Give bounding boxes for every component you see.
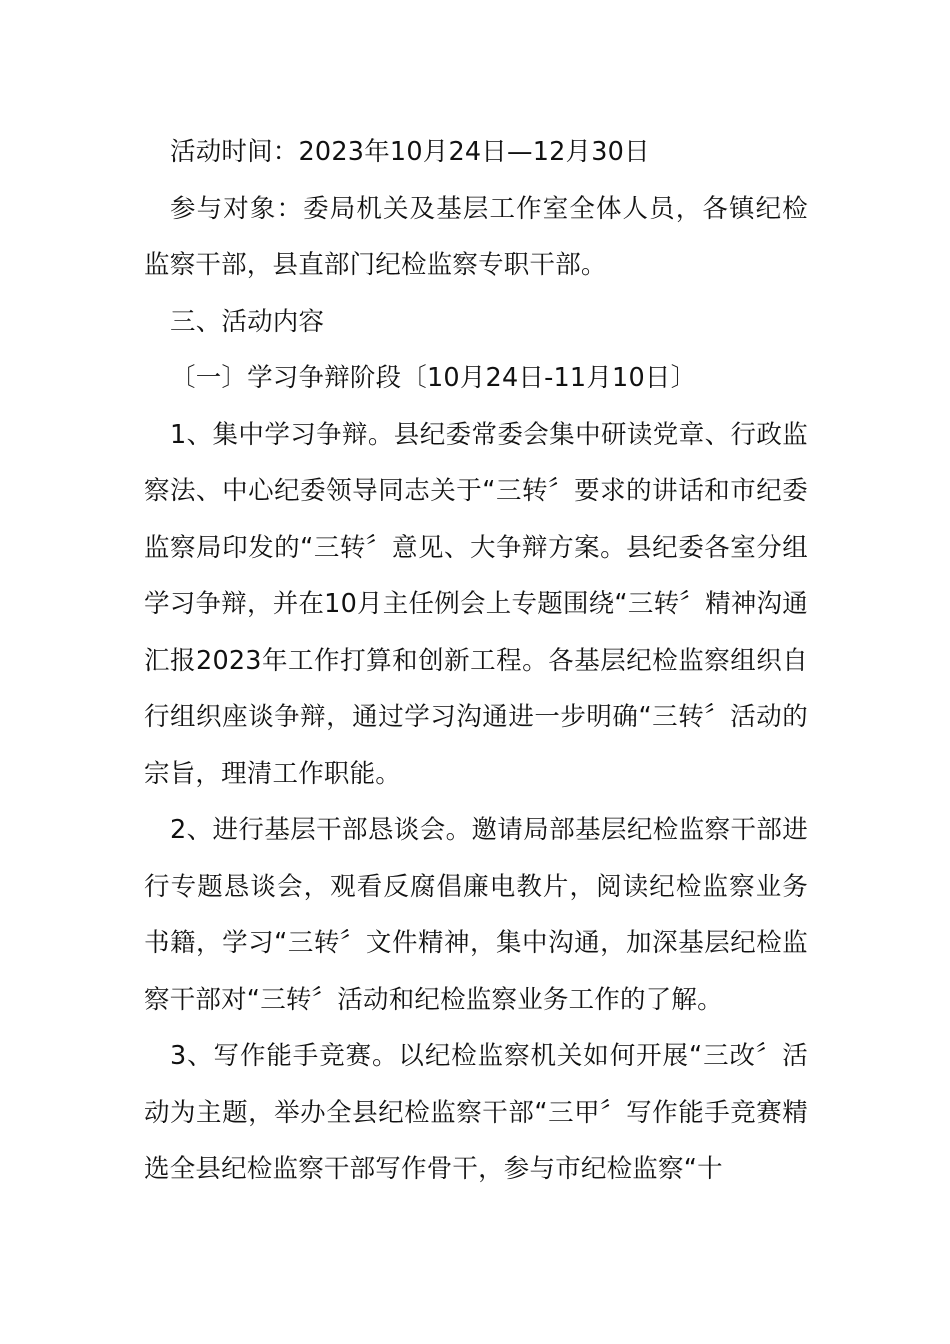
paragraph-participants: 参与对象：委局机关及基层工作室全体人员，各镇纪检监察干部，县直部门纪检监察专职干部。 <box>144 193 808 280</box>
paragraph-item-2: 2、进行基层干部恳谈会。邀请局部基层纪检监察干部进行专题恳谈会，观看反腐倡廉电教片，阅读纪检监察业务书籍，学习“三转〞文件精神，集中沟通，加深基层纪检监察干部对“三转〞活动和纪检监察业务工作的了解。 <box>144 815 808 1015</box>
subsection-heading-study-phase: 〔一〕学习争辩阶段〔10月24日-11月10日〕 <box>170 363 697 393</box>
paragraph-activity-time: 活动时间：2023年10月24日—12月30日 <box>170 137 650 167</box>
section-heading-activity-content: 三、活动内容 <box>170 306 325 337</box>
document-body <box>144 124 808 1198</box>
paragraph-item-1: 1、集中学习争辩。县纪委常委会集中研读党章、行政监察法、中心纪委领导同志关于“三转〞要求的讲话和市纪委监察局印发的“三转〞意见、大争辩方案。县纪委各室分组学习争辩，并在10月主任例会上专题围绕“三转〞精神沟通汇报2023年工作打算和创新工程。各基层纪检监察组织自行组织座谈争辩，通过学习沟通进一步明确“三转〞活动的宗旨，理清工作职能。 <box>144 419 808 789</box>
paragraph-item-3: 3、写作能手竞赛。以纪检监察机关如何开展“三改〞活动为主题，举办全县纪检监察干部“三甲〞写作能手竞赛精选全县纪检监察干部写作骨干，参与市纪检监察“十 <box>144 1041 808 1184</box>
